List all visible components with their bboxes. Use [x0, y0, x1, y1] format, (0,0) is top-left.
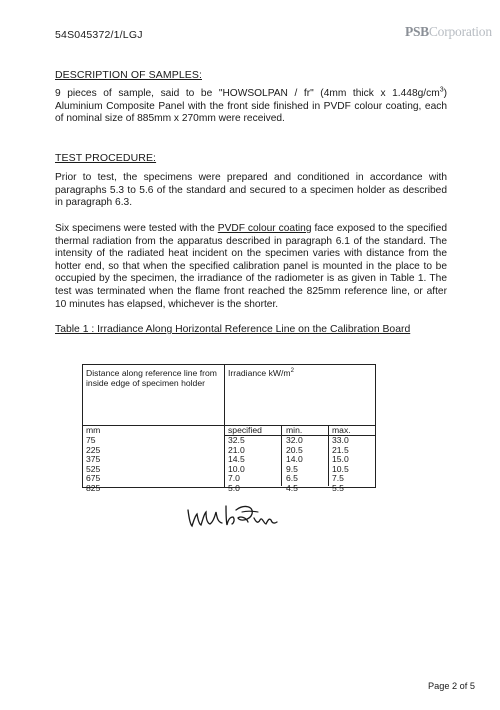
report-reference: 54S045372/1/LGJ — [55, 29, 143, 41]
row-distance: 825 — [86, 482, 101, 493]
description-text-part2: ) Aluminium Composite Panel with the front side finished in PVDF colour coating, each of nominal size of 885mm x 270mm were received. — [55, 88, 447, 125]
specified-header: specified — [228, 425, 262, 435]
irradiance-header-sup: 2 — [290, 368, 294, 375]
handwritten-signature — [182, 498, 292, 534]
row-min: 4.5 — [286, 482, 298, 493]
row-distance: 375 — [86, 454, 101, 464]
row-specified: 10.0 — [228, 463, 245, 474]
row-distance: 75 — [86, 435, 96, 445]
psb-corporation-logo — [405, 24, 492, 40]
irradiance-header-text: Irradiance kW/m — [228, 368, 291, 378]
irradiance-table — [82, 364, 376, 493]
procedure-paragraph-2 — [55, 223, 447, 311]
row-max: 7.5 — [332, 473, 344, 483]
description-text-part1: 9 pieces of sample, said to be "HOWSOLPAN / fr" (4mm thick x 1.448g/cm — [55, 88, 440, 99]
unit-label: mm — [86, 425, 101, 435]
row-max: 21.5 — [332, 444, 349, 455]
row-specified: 32.5 — [228, 435, 245, 445]
min-header: min. — [286, 425, 303, 435]
row-min: 6.5 — [286, 473, 298, 483]
irradiance-column-header — [228, 369, 294, 379]
procedure-paragraph-1: Prior to test, the specimens were prepared and conditioned in accordance with paragraphs 5.3 to 5.6 of the standard and secured to a specimen holder as described in paragraph 6.3. — [55, 172, 447, 209]
row-min: 20.5 — [286, 444, 303, 455]
table-caption: Table 1 : Irradiance Along Horizontal Reference Line on the Calibration Board — [55, 324, 411, 335]
distance-column-header: Distance along reference line from inside edge of specimen holder — [86, 368, 217, 388]
row-min: 9.5 — [286, 463, 298, 474]
row-distance: 675 — [86, 473, 101, 483]
row-min: 14.0 — [286, 454, 303, 464]
row-max: 10.5 — [332, 463, 349, 474]
row-min: 32.0 — [286, 435, 303, 445]
test-procedure-heading: TEST PROCEDURE: — [55, 152, 157, 164]
row-max: 5.5 — [332, 482, 344, 493]
description-heading: DESCRIPTION OF SAMPLES: — [55, 69, 202, 81]
description-text — [55, 88, 447, 126]
row-max: 15.0 — [332, 454, 349, 464]
procedure-paragraph-2-start: Six specimens were tested with the — [55, 223, 218, 234]
procedure-paragraph-2-rest: face exposed to the specified thermal radiation from the apparatus described in paragraph 6.1 of the standard. The intensity of the radiated heat incident on the specimen varies with distance from the hotter end, so that when the specified calibration panel is mounted in the place to be occupied by the specimen, the irradiance of the radiometer is as given in Table 1. The test was terminated when the flame front reached the 825mm reference line, or after 10 minutes has elapsed, whichever is the shorter. — [55, 223, 447, 310]
row-max: 33.0 — [332, 435, 349, 445]
description-superscript: 3 — [439, 86, 444, 94]
pvdf-coating-underlined: PVDF colour coating — [217, 223, 312, 234]
row-specified: 5.0 — [228, 482, 240, 493]
logo-psb-text: PSB — [405, 24, 429, 39]
row-specified: 7.0 — [228, 473, 240, 483]
row-distance: 225 — [86, 444, 101, 455]
logo-corporation-text: Corporation — [428, 24, 492, 39]
max-header: max. — [332, 425, 351, 435]
row-distance: 525 — [86, 463, 101, 474]
page-number: Page 2 of 5 — [428, 681, 475, 691]
row-specified: 21.0 — [228, 444, 245, 455]
row-specified: 14.5 — [228, 454, 245, 464]
